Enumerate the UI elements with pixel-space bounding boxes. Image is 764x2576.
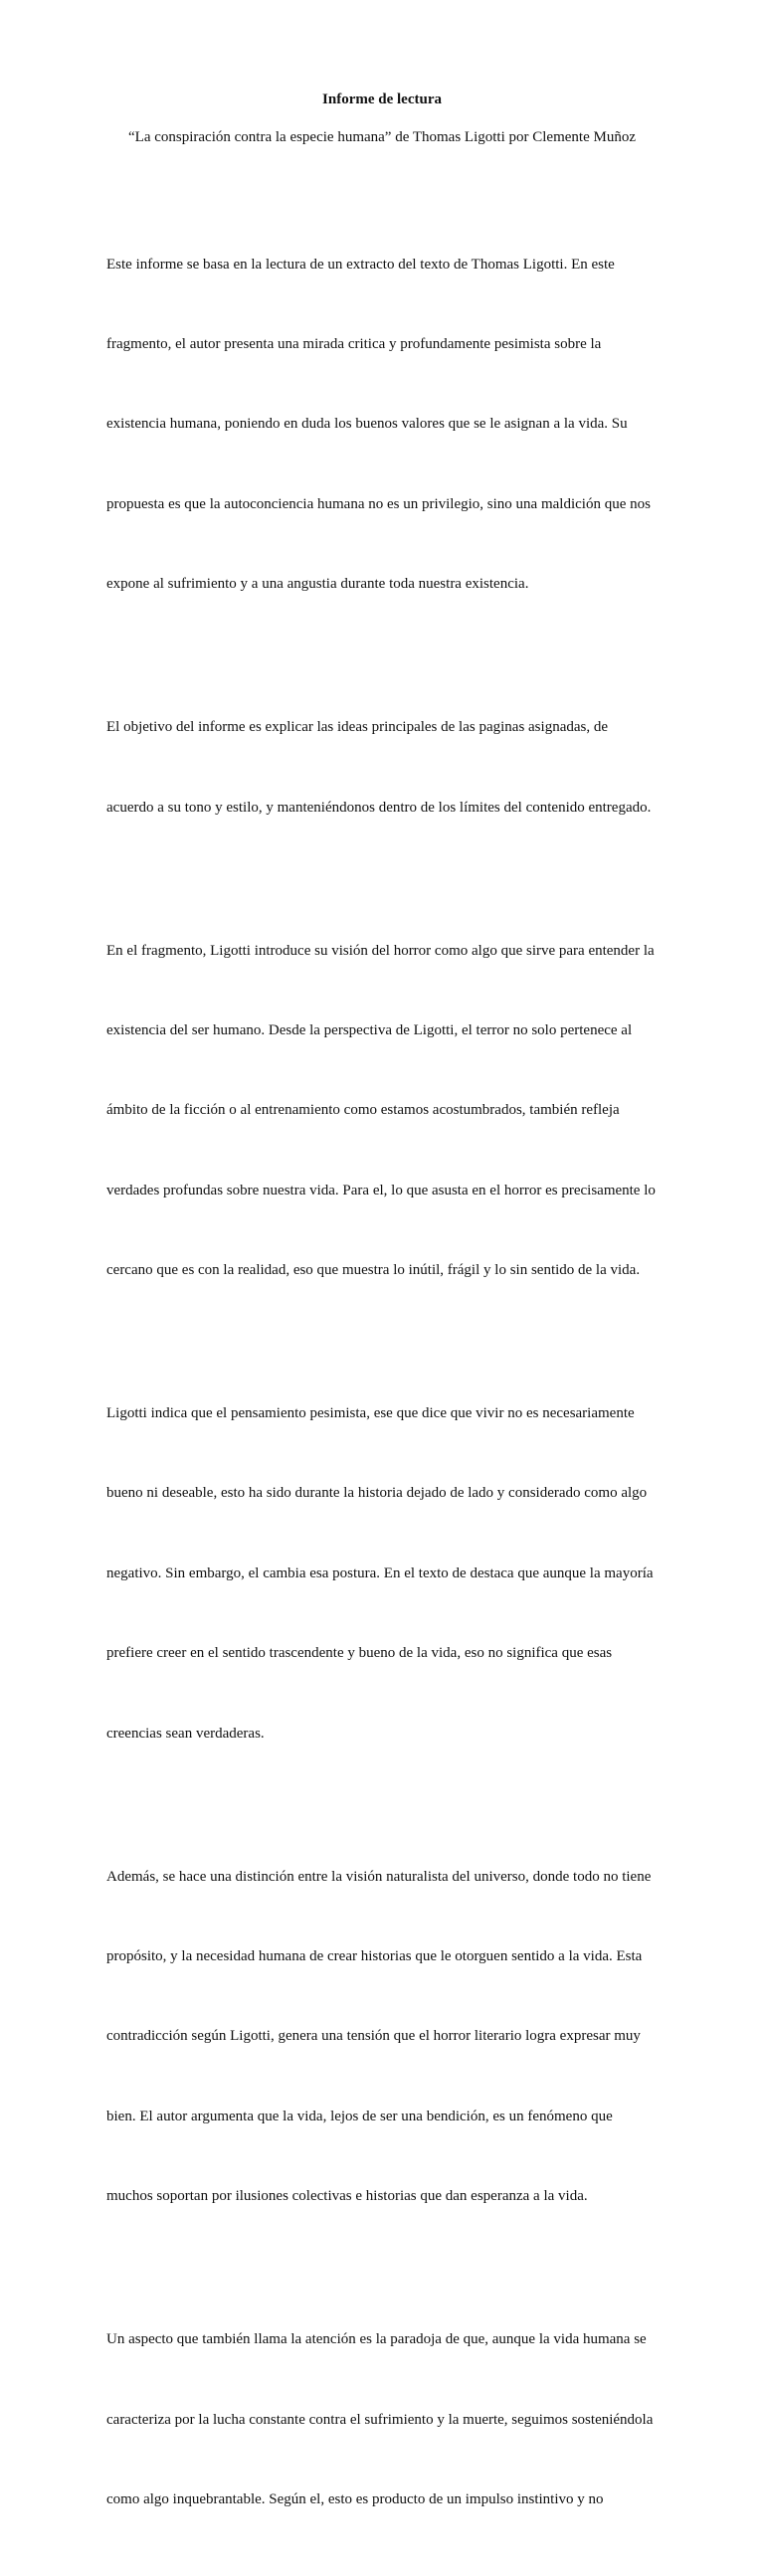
document-body — [106, 198, 662, 2576]
text-line: acuerdo a su tono y estilo, y manteniéndonos dentro de los límites del contenido entregado. — [106, 799, 652, 816]
text-line: Este informe se basa en la lectura de un extracto del texto de Thomas Ligotti. En este — [106, 256, 615, 273]
text-line: Un aspecto que también llama la atención es la paradoja de que, aunque la vida humana se — [106, 2331, 647, 2348]
document-subtitle: “La conspiración contra la especie humana” de Thomas Ligotti por Clemente Muñoz — [128, 129, 636, 145]
text-line: propósito, y la necesidad humana de crear historias que le otorguen sentido a la vida. Esta — [106, 1948, 643, 1964]
text-line: bueno ni deseable, esto ha sido durante la historia dejado de lado y considerado como algo — [106, 1485, 648, 1502]
text-line: propuesta es que la autoconciencia humana no es un privilegio, sino una maldición que nos — [106, 495, 651, 512]
text-line: verdades profundas sobre nuestra vida. Para el, lo que asusta en el horror es precisamente lo — [106, 1182, 656, 1198]
text-line: existencia humana, poniendo en duda los buenos valores que se le asignan a la vida. Su — [106, 416, 628, 433]
paragraph-1 — [106, 198, 662, 651]
text-line: cercano que es con la realidad, eso que muestra lo inútil, frágil y lo sin sentido de la vida. — [106, 1262, 641, 1279]
document-title: Informe de lectura — [322, 92, 442, 107]
text-line: existencia del ser humano. Desde la perspectiva de Ligotti, el terror no solo pertenece al — [106, 1021, 633, 1038]
text-line: ámbito de la ficción o al entrenamiento como estamos acostumbrados, también refleja — [106, 1102, 620, 1119]
text-line: muchos soportan por ilusiones colectivas e historias que dan esperanza a la vida. — [106, 2188, 588, 2205]
paragraph-5 — [106, 1810, 662, 2264]
text-line: bien. El autor argumenta que la vida, lejos de ser una bendición, es un fenómeno que — [106, 2108, 613, 2124]
text-line: El objetivo del informe es explicar las ideas principales de las paginas asignadas, de — [106, 719, 609, 736]
paragraph-6 — [106, 2274, 662, 2567]
text-line: expone al sufrimiento y a una angustia durante toda nuestra existencia. — [106, 576, 529, 593]
text-line: prefiere creer en el sentido trascendente y bueno de la vida, eso no significa que esas — [106, 1645, 613, 1662]
text-line: Ligotti indica que el pensamiento pesimista, ese que dice que vivir no es necesariamente — [106, 1405, 635, 1422]
text-line: contradicción según Ligotti, genera una tensión que el horror literario logra expresar muy — [106, 2028, 641, 2045]
text-line: como algo inquebrantable. Según el, esto es producto de un impulso instintivo y no — [106, 2490, 604, 2507]
paragraph-3 — [106, 884, 662, 1338]
text-line: En el fragmento, Ligotti introduce su visión del horror como algo que sirve para entender la — [106, 942, 655, 959]
paragraph-4 — [106, 1347, 662, 1800]
text-line: Además, se hace una distinción entre la visión naturalista del universo, donde todo no tiene — [106, 1868, 652, 1885]
text-line: negativo. Sin embargo, el cambia esa postura. En el texto de destaca que aunque la mayoría — [106, 1564, 654, 1581]
text-line: fragmento, el autor presenta una mirada critica y profundamente pesimista sobre la — [106, 335, 602, 352]
text-line: creencias sean verdaderas. — [106, 1725, 265, 1742]
paragraph-2 — [106, 661, 662, 874]
text-line: caracteriza por la lucha constante contra el sufrimiento y la muerte, seguimos sosteniéndola — [106, 2411, 654, 2428]
